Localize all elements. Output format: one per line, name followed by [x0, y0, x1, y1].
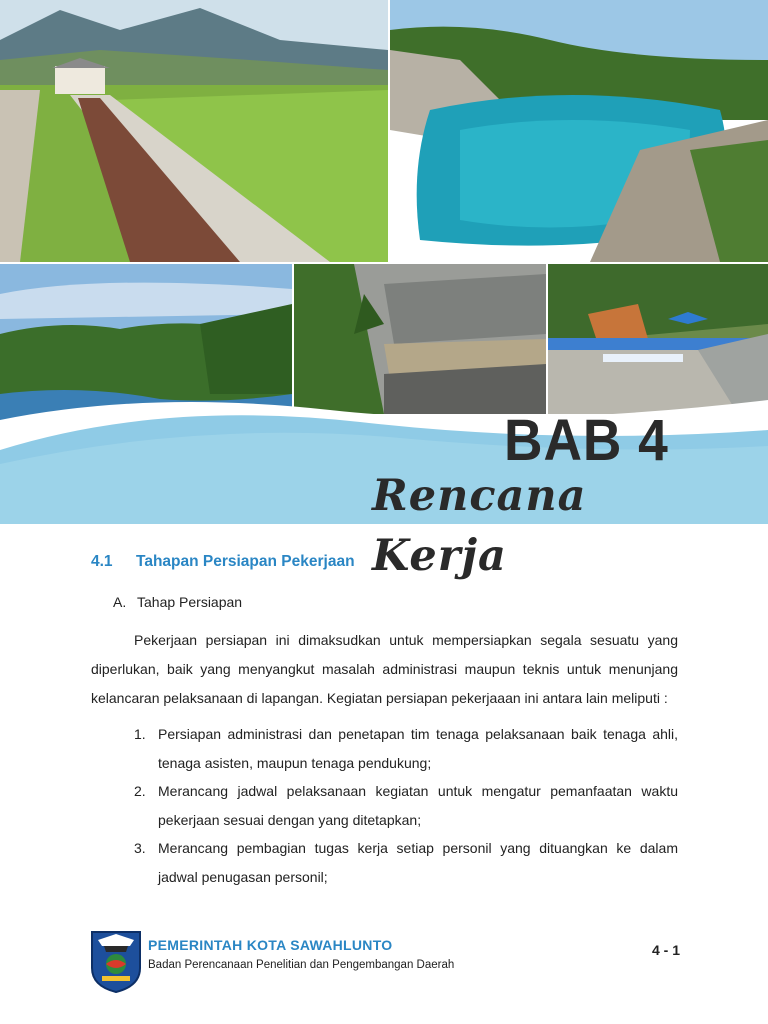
section-number: 4.1	[91, 553, 113, 570]
list-item-text: Persiapan administrasi dan penetapan tim tenaga pelaksanaan baik tenaga ahli, tenaga asisten, maupun tenaga pendukung;	[158, 726, 678, 771]
lake-photo	[390, 0, 768, 262]
list-item-number: 2.	[134, 783, 146, 799]
list-item-number: 1.	[134, 726, 146, 742]
body-paragraph: Pekerjaan persiapan ini dimaksudkan untuk mempersiapkan segala sesuatu yang diperlukan, baik yang menyangkut masalah administrasi maupun teknis untuk menunjang kelancaran pelaksanaan di lapangan. Kegiatan persiapan pekerjaaan ini antara lain meliputi :	[91, 632, 678, 706]
page-number: 4 - 1	[651, 942, 680, 958]
city-emblem-icon	[90, 928, 142, 994]
list-item-number: 3.	[134, 840, 146, 856]
list-item-text: Merancang pembagian tugas kerja setiap personil yang dituangkan ke dalam jadwal penugasan personil;	[158, 840, 678, 885]
list-item	[134, 834, 678, 891]
rice-field-photo	[0, 0, 388, 262]
list-item	[134, 720, 678, 777]
footer-organization: PEMERINTAH KOTA SAWAHLUNTO	[148, 937, 393, 953]
preparation-list	[134, 720, 678, 891]
footer-agency: Badan Perencanaan Penelitian dan Pengembangan Daerah	[148, 959, 455, 971]
chapter-title: Rencana Kerja	[372, 471, 587, 581]
section-heading	[91, 553, 591, 575]
section-title: Tahapan Persiapan Pekerjaan	[136, 553, 355, 570]
subsection-title: Tahap Persiapan	[137, 594, 243, 610]
subsection-heading	[113, 594, 413, 614]
list-item	[134, 777, 678, 834]
chapter-number: BAB 4	[504, 408, 669, 473]
list-item-text: Merancang jadwal pelaksanaan kegiatan untuk mengatur pemanfaatan waktu pekerjaan sesuai dengan yang ditetapkan;	[158, 783, 678, 828]
subsection-letter: A.	[113, 594, 127, 610]
